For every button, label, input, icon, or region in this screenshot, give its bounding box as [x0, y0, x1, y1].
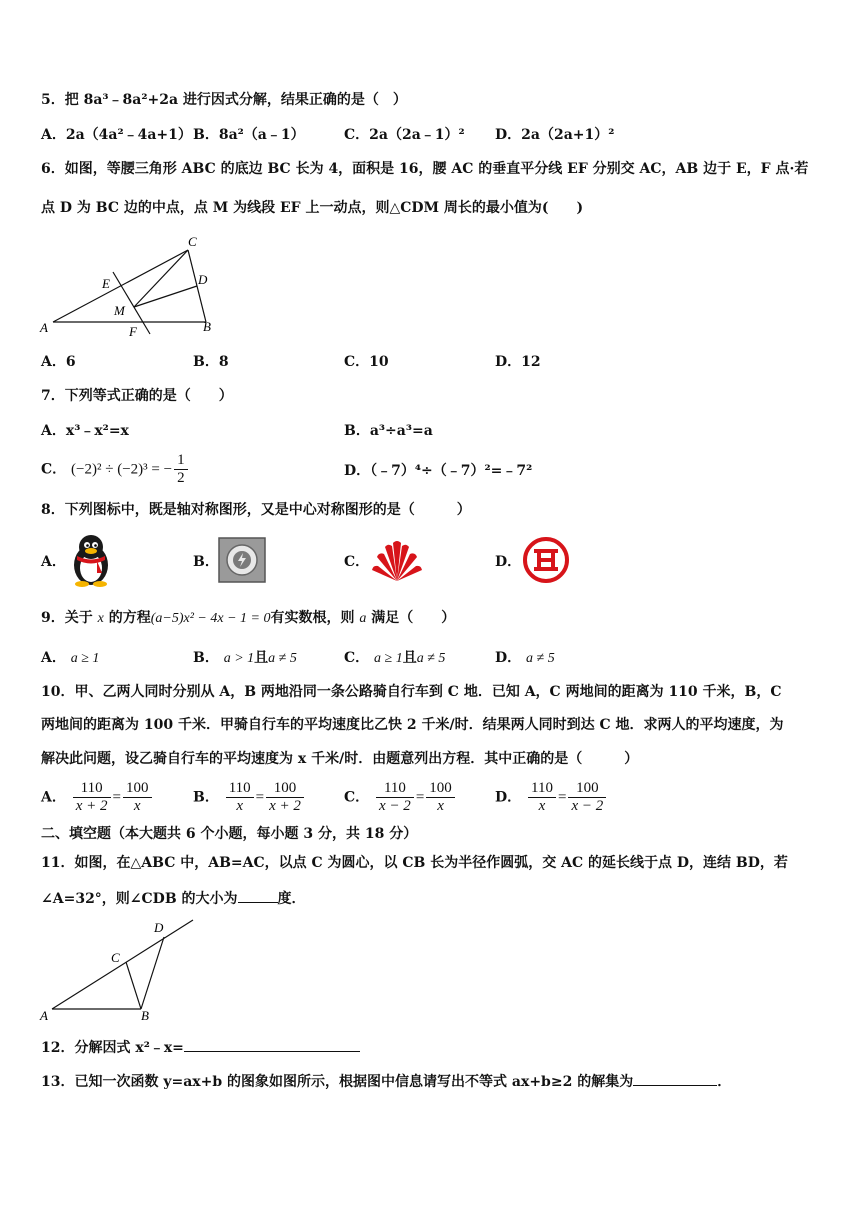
q6-option-a: A．6: [41, 354, 76, 370]
q9-stem-end: 满足（ ）: [371, 610, 456, 626]
q10-stem-line2: 两地间的距离为 100 千米．甲骑自行车的平均速度比乙快 2 千米/时．结果两人同时到达 C 地．求两人的平均速度，为: [41, 717, 784, 733]
q10-c-right-num: 100: [426, 780, 455, 798]
q10-c-equals: =: [415, 789, 425, 806]
q10-a-right-den: x: [133, 798, 141, 814]
q7-option-a: A．x³﹣x²=x: [41, 423, 129, 439]
q10-d-left-fraction: [528, 780, 556, 815]
q11-label-b: B: [141, 1008, 149, 1023]
q11-answer-blank[interactable]: [238, 888, 278, 903]
q11-stem-line1: 11．如图，在△ABC 中，AB=AC，以点 C 为圆心，以 CB 长为半径作圆弧，交 AC 的延长线于点 D，连结 BD，若: [41, 855, 788, 871]
q13-stem: [41, 1071, 731, 1091]
q10-b-right-num: 100: [266, 780, 304, 798]
q10-b-right-fraction: [266, 780, 304, 815]
q6-option-d: D．12: [495, 354, 541, 370]
q11-triangle-figure: [38, 912, 198, 1024]
q7-option-c: [41, 452, 190, 487]
power-button-icon: [218, 537, 266, 583]
q5-option-c: C．2a（2a﹣1）²: [344, 127, 465, 143]
q11-stem2-pre: ∠A=32°，则∠CDB 的大小为: [41, 891, 238, 907]
q9-variable-a: a: [359, 611, 367, 626]
penguin-icon: [66, 533, 116, 587]
huawei-petals-icon: [369, 537, 425, 583]
q6-option-b: B．8: [193, 354, 229, 370]
q9-option-a: [41, 649, 99, 668]
q10-c-left-fraction: [376, 780, 414, 815]
q10-b-left-num: 110: [226, 780, 254, 798]
q12-stem: [41, 1037, 360, 1057]
q6-label-c: C: [188, 234, 197, 249]
q5-option-a: A．2a（4a²﹣4a+1）: [41, 127, 192, 143]
q9-d-label: D．: [495, 650, 522, 666]
q9-c-post: a ≠ 5: [416, 651, 446, 666]
q8-option-c-label: C．: [344, 554, 370, 570]
q10-c-label: C．: [344, 789, 370, 806]
q9-b-label: B．: [193, 650, 219, 666]
q13-stem-pre: 13．已知一次函数 y=ax+b 的图象如图所示，根据图中信息请写出不等式 ax+b≥2 的解集为: [41, 1074, 634, 1090]
q9-option-b: [193, 649, 297, 668]
q11-label-a: A: [40, 1008, 48, 1023]
q10-b-right-den: x + 2: [269, 798, 301, 814]
q8-option-b-label: B．: [193, 554, 219, 570]
q10-stem-line3: 解决此问题，设乙骑自行车的平均速度为 x 千米/时．由题意列出方程．其中正确的是（ ）: [41, 751, 639, 767]
q11-label-c: C: [111, 950, 120, 965]
q8-option-a-label: A．: [41, 554, 66, 570]
q10-option-a: [41, 780, 154, 815]
q10-option-b: [193, 780, 306, 815]
q10-c-right-fraction: [426, 780, 455, 815]
q9-c-mid: 且: [402, 650, 417, 666]
q9-a-expr: a ≥ 1: [70, 651, 100, 666]
q9-c-pre: a ≥ 1: [374, 651, 403, 666]
q6-label-e: E: [102, 276, 110, 291]
q7-option-c-label: C．: [41, 461, 67, 478]
q10-c-left-num: 110: [376, 780, 414, 798]
q7-option-c-expr: (−2)² ÷ (−2)³ = −: [71, 461, 173, 478]
q10-d-left-den: x: [538, 798, 546, 814]
q5-option-d: D．2a（2a+1）²: [495, 127, 615, 143]
q10-c-right-den: x: [437, 798, 444, 814]
q10-a-left-num: 110: [73, 780, 111, 798]
q7-c-numerator: 1: [174, 452, 188, 470]
q7-option-c-fraction: [174, 452, 188, 487]
q6-triangle-figure: [38, 232, 220, 342]
q12-stem-text: 12．分解因式 x²﹣x=: [41, 1040, 184, 1056]
q10-a-left-fraction: [73, 780, 111, 815]
q11-stem-line2: [41, 888, 306, 908]
q9-equation: (a−5)x² − 4x − 1 = 0: [150, 611, 271, 626]
q9-b-mid: 且: [254, 650, 269, 666]
q9-stem-post: 有实数根，则: [270, 610, 355, 626]
q6-option-c: C．10: [344, 354, 389, 370]
q10-a-label: A．: [41, 789, 66, 806]
section-2-heading: 二、填空题（本大题共 6 个小题，每小题 3 分，共 18 分）: [41, 826, 418, 842]
q9-c-label: C．: [344, 650, 370, 666]
q10-a-right-num: 100: [123, 780, 152, 798]
q10-c-left-den: x − 2: [379, 798, 411, 814]
q13-stem-post: ．: [717, 1074, 732, 1090]
q10-option-c: [344, 780, 457, 815]
q9-b-pre: a > 1: [223, 651, 255, 666]
q10-option-d: [495, 780, 608, 815]
q7-c-denominator: 2: [177, 470, 185, 486]
q10-d-label: D．: [495, 789, 522, 806]
q6-label-m: M: [114, 303, 125, 318]
q10-b-left-den: x: [236, 798, 244, 814]
q9-stem-pre: 9．关于: [41, 610, 93, 626]
q10-d-right-fraction: [568, 780, 606, 815]
q9-b-post: a ≠ 5: [268, 651, 297, 666]
q11-stem2-post: 度．: [277, 891, 306, 907]
q11-label-d: D: [154, 920, 164, 935]
q9-stem-mid: 的方程: [108, 610, 151, 626]
q10-d-equals: =: [557, 789, 567, 806]
q9-option-c: [344, 649, 445, 668]
q8-stem: 8．下列图标中，既是轴对称图形，又是中心对称图形的是（ ）: [41, 502, 471, 518]
q6-label-b: B: [203, 319, 211, 334]
q6-stem-line1: 6．如图，等腰三角形 ABC 的底边 BC 长为 4，面积是 16，腰 AC 的垂直平分线 EF 分别交 AC，AB 边于 E，F 点·若: [41, 161, 809, 177]
q6-stem-line2: 点 D 为 BC 边的中点，点 M 为线段 EF 上一动点，则△CDM 周长的最小值为( ): [41, 200, 584, 216]
q5-option-b: B．8a²（a﹣1）: [193, 127, 305, 143]
q8-option-d-label: D．: [495, 554, 522, 570]
q9-option-d: [495, 649, 555, 668]
q9-d-expr: a ≠ 5: [526, 651, 555, 666]
bank-seal-icon: [522, 536, 570, 584]
q5-stem: 5．把 8a³﹣8a²+2a 进行因式分解，结果正确的是（ ）: [41, 92, 407, 108]
q6-label-a: A: [40, 320, 48, 335]
q9-variable-x: x: [97, 611, 104, 626]
q10-b-left-fraction: [226, 780, 254, 815]
q10-d-right-num: 100: [568, 780, 606, 798]
q6-label-d: D: [198, 272, 208, 287]
q12-answer-blank[interactable]: [184, 1037, 360, 1052]
q10-a-right-fraction: [123, 780, 152, 815]
q10-a-equals: =: [112, 789, 121, 806]
q13-answer-blank[interactable]: [633, 1071, 717, 1086]
q7-option-b: B．a³÷a³=a: [344, 423, 433, 439]
q10-b-equals: =: [255, 789, 265, 806]
q10-a-left-den: x + 2: [75, 798, 108, 814]
q10-d-left-num: 110: [528, 780, 556, 798]
q7-stem: 7．下列等式正确的是（ ）: [41, 388, 233, 404]
q7-option-d: D．（﹣7）⁴÷（﹣7）²=﹣7²: [344, 463, 533, 479]
q6-label-f: F: [129, 324, 137, 339]
q10-d-right-den: x − 2: [571, 798, 604, 814]
q10-b-label: B．: [193, 789, 219, 806]
q9-stem: [41, 609, 455, 628]
q9-a-label: A．: [41, 650, 66, 666]
q10-stem-line1: 10．甲、乙两人同时分别从 A，B 两地沿同一条公路骑自行车到 C 地．已知 A，C 两地间的距离为 110 千米，B，C: [41, 684, 782, 700]
